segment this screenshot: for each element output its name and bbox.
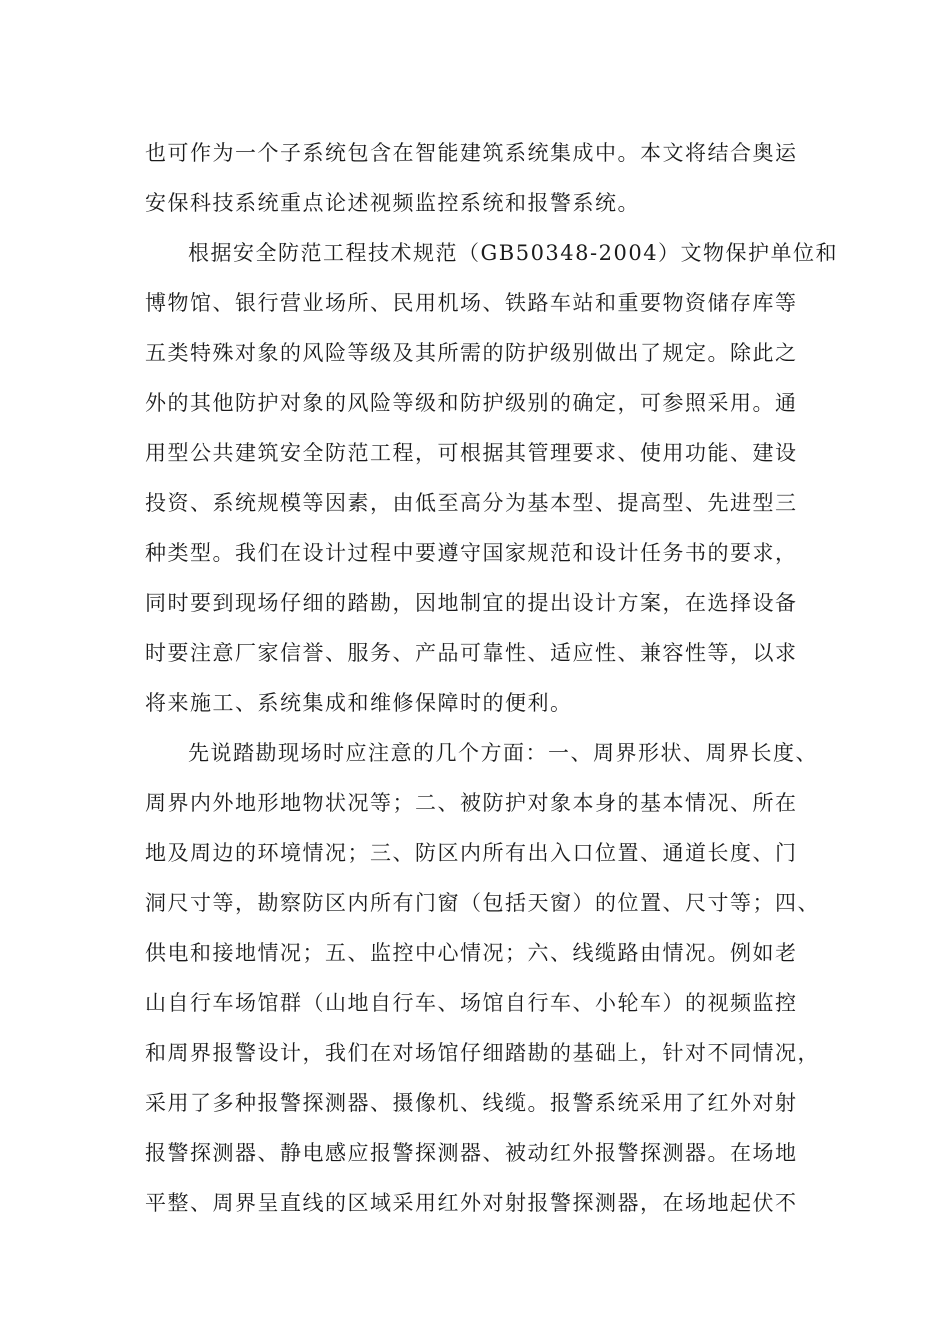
text-line: 供电和接地情况；五、监控中心情况；六、线缆路由情况。例如老 <box>145 941 798 965</box>
text-line: 洞尺寸等，勘察防区内所有门窗（包括天窗）的位置、尺寸等；四、 <box>145 891 820 915</box>
text-line: 周界内外地形地物状况等；二、被防护对象本身的基本情况、所在 <box>145 791 798 815</box>
text-line: 也可作为一个子系统包含在智能建筑系统集成中。本文将结合奥运 <box>145 141 798 165</box>
text-line: 报警探测器、静电感应报警探测器、被动红外报警探测器。在场地 <box>145 1141 798 1165</box>
text-line: 用型公共建筑安全防范工程，可根据其管理要求、使用功能、建设 <box>145 441 798 465</box>
text-line: 安保科技系统重点论述视频监控系统和报警系统。 <box>145 191 640 215</box>
text-line: 山自行车场馆群（山地自行车、场馆自行车、小轮车）的视频监控 <box>145 991 798 1015</box>
text-line: 五类特殊对象的风险等级及其所需的防护级别做出了规定。除此之 <box>145 341 798 365</box>
text-line: 投资、系统规模等因素，由低至高分为基本型、提高型、先进型三 <box>145 491 798 515</box>
text-line: 外的其他防护对象的风险等级和防护级别的确定，可参照采用。通 <box>145 391 798 415</box>
text-line: 根据安全防范工程技术规范（GB50348-2004）文物保护单位和 <box>188 241 839 265</box>
text-line: 种类型。我们在设计过程中要遵守国家规范和设计任务书的要求， <box>145 541 798 565</box>
text-line: 博物馆、银行营业场所、民用机场、铁路车站和重要物资储存库等 <box>145 291 798 315</box>
text-line: 时要注意厂家信誉、服务、产品可靠性、适应性、兼容性等，以求 <box>145 641 798 665</box>
text-line: 采用了多种报警探测器、摄像机、线缆。报警系统采用了红外对射 <box>145 1091 798 1115</box>
text-line: 地及周边的环境情况；三、防区内所有出入口位置、通道长度、门 <box>145 841 798 865</box>
text-line: 先说踏勘现场时应注意的几个方面：一、周界形状、周界长度、 <box>188 741 818 765</box>
text-line: 将来施工、系统集成和维修保障时的便利。 <box>145 691 573 715</box>
text-line: 平整、周界呈直线的区域采用红外对射报警探测器，在场地起伏不 <box>145 1191 798 1215</box>
text-line: 同时要到现场仔细的踏勘，因地制宜的提出设计方案，在选择设备 <box>145 591 798 615</box>
text-line: 和周界报警设计，我们在对场馆仔细踏勘的基础上，针对不同情况， <box>145 1041 820 1065</box>
